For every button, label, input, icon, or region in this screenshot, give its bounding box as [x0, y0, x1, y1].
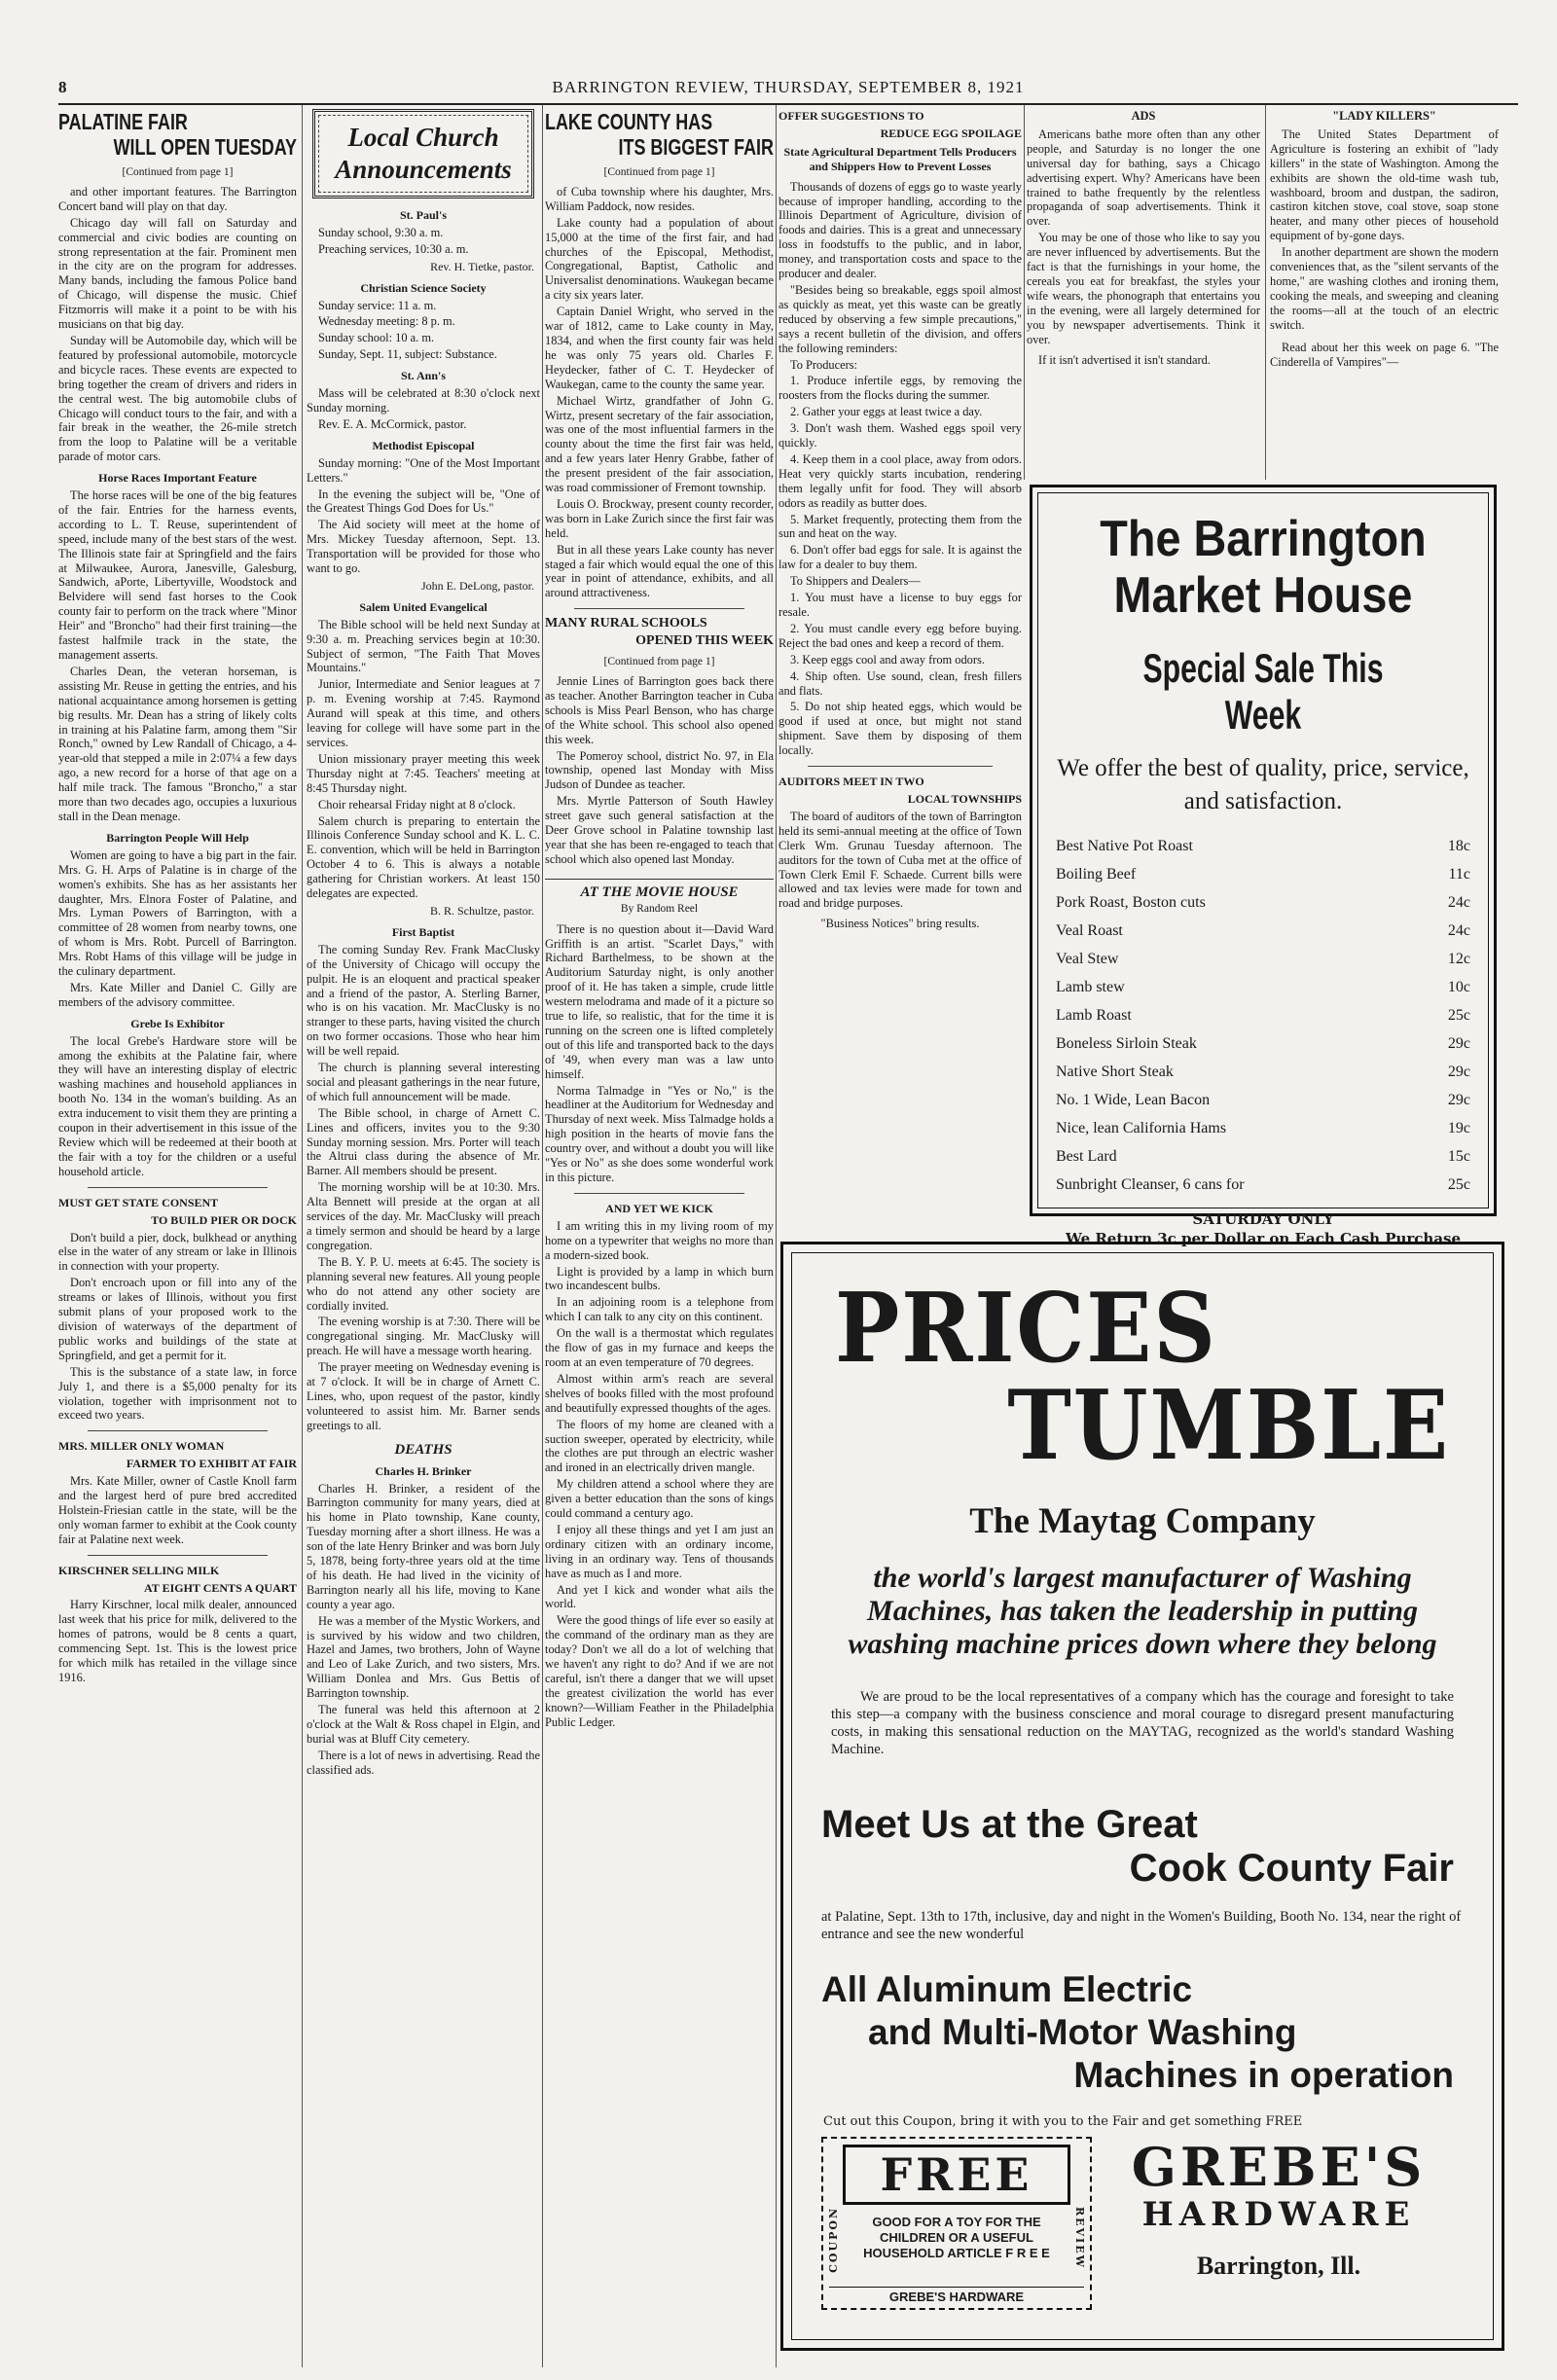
paragraph: Americans bathe more often than any other people, and Saturday is no longer the one universal day for bathing, says a Chicago advertising expert. Why? Americans have been trained to bathe frequently by the relentless propaganda of soap advertisements. Think it over. — [1027, 126, 1260, 229]
pastor-signature: John E. DeLong, pastor. — [421, 578, 534, 593]
item-price: 15c — [1447, 1148, 1470, 1165]
item-price: 18c — [1447, 838, 1470, 854]
price-row — [1054, 1029, 1472, 1058]
headline: REDUCE EGG SPOILAGE — [880, 126, 1022, 140]
kick-article — [545, 1219, 774, 1730]
lady-killers-column — [1270, 109, 1499, 371]
paragraph: The funeral was held this afternoon at 2 o'clock at the Walt & Ross chapel in Elgin, and burial was at Bluff City cemetery. — [307, 1703, 540, 1746]
item-price: 12c — [1447, 951, 1470, 967]
ad-subhead: Meet Us at the Great — [821, 1803, 1198, 1846]
paragraph: Thousands of dozens of eggs go to waste yearly because of improper handling, according to the Illinois Department of Agriculture, division of foods and dairies. This is a great and unnecessary loss in foodstuffs to the public, and in labor, money, and transportation costs and space to the producer and dealer. — [778, 179, 1022, 281]
paragraph: To Producers: — [790, 357, 857, 372]
paragraph: I enjoy all these things and yet I am just an ordinary citizen with an ordinary income, living in an ordinary way. Tens of thousands have as much as I and more. — [545, 1522, 774, 1580]
church-line: The prayer meeting on Wednesday evening is at 7 o'clock. It will be in charge of Arnett C. Lines, who, upon request of the pastor, kindly volunteered to assist him. Mr. Barner sends greetings to all. — [307, 1360, 540, 1432]
continued-note: [Continued from page 1] — [603, 166, 715, 178]
item-name: Boiling Beef — [1056, 866, 1137, 883]
paragraph: Charles Dean, the veteran horseman, is assisting Mr. Reuse in getting the entries, and his national acquaintance among horsemen is getting big results. Mr. Dean has a string of likely colts in training at his Palatine farm, among them "Sir Ronch," owned by Lew Randall of Chicago, a 4-year-old that stepped a mile in 2:07¼ a few days ago, a new record for a horse of that age on a half mile track. The famous "Broncho," a star more than two decades ago, occupies a luxurious stall in the Dean menage. — [58, 664, 297, 823]
item-name: Nice, lean California Hams — [1056, 1120, 1227, 1136]
price-row — [1054, 1001, 1472, 1029]
headline: KIRSCHNER SELLING MILK — [58, 1563, 220, 1577]
byline: By Random Reel — [620, 902, 699, 915]
column-rule — [1265, 105, 1266, 480]
store-name: GREBE'S — [1131, 2136, 1427, 2198]
paragraph: 5. Market frequently, protecting them from the sun and heat on the way. — [778, 512, 1022, 541]
paragraph: Norma Talmadge in "Yes or No," is the headliner at the Auditorium for Wednesday and Thursday of next week. Miss Talmadge holds a high position in the hearts of movie fans the country over, and without a doubt you will like "Yes or No" as she does some wonderful work in this picture. — [545, 1083, 774, 1184]
paragraph: In another department are shown the modern conveniences that, as the "silent servants of the home," are washing clothes and ironing them, cooking the meals, and sweeping and cleaning the rooms—all at the touch of an electric switch. — [1270, 245, 1499, 332]
paragraph: "Business Notices" bring results. — [820, 917, 980, 931]
item-name: Best Native Pot Roast — [1056, 838, 1193, 854]
paragraph: He was a member of the Mystic Workers, and is survived by his widow and two children, Hazel and James, two brothers, John of Wayne and Leo of Lake Zurich, and two sisters, Mrs. William Donlea and Mrs. Gus Bettis of Barrington township. — [307, 1613, 540, 1701]
paragraph: The horse races will be one of the big features of the fair. Entries for the harness events, according to L. T. Reuse, superintendent of speed, include many of the best stars of the west. The Illinois state fair at Springfield and the fairs at Milwaukee, Aurora, Janesville, Galesburg, Sandwich, aPorte, Libertyville, Woodstock and Belvidere will send fast horses to the Cook county fair to perform on the track where "Minor Heir" and "Broncho" had their first training—the fastest halfmile track in the state, the management asserts. — [58, 488, 297, 662]
paragraph: 6. Don't offer bad eggs for sale. It is against the law for a dealer to buy them. — [778, 543, 1022, 572]
item-name: Lamb stew — [1056, 979, 1125, 995]
item-price: 29c — [1447, 1092, 1470, 1108]
church-line: Sunday school, 9:30 a. m. — [318, 225, 444, 239]
price-row — [1054, 1142, 1472, 1171]
paragraph: 2. You must candle every egg before buying. Reject the bad ones and keep a record of them. — [778, 621, 1022, 650]
paragraph: Mrs. Kate Miller, owner of Castle Knoll farm and the largest herd of pure bred accredited Holstein-Friesian cattle in the state, will be the only woman farmer to exhibit at the Cook county fair at Palatine next week. — [58, 1474, 297, 1546]
price-row — [1054, 1114, 1472, 1142]
coupon-side-label: REVIEW — [1073, 2207, 1086, 2269]
price-row — [1054, 888, 1472, 917]
paragraph: Mrs. Kate Miller and Daniel C. Gilly are members of the advisory committee. — [58, 980, 297, 1009]
lady-killers-heading: "LADY KILLERS" — [1332, 109, 1436, 123]
deck: State Agricultural Department Tells Producers and Shippers How to Prevent Losses — [783, 144, 1017, 173]
store-location: Barrington, Ill. — [1196, 2252, 1361, 2280]
paragraph: Were the good things of life ever so easily at the command of the ordinary man as they are today? Don't we all do a lot of welching that we haven't any right to do? And if we are not careful, isn't there a danger that we will upset the greatest civilization the world has ever known?—William Feather in the Philadelphia Public Ledger. — [545, 1613, 774, 1729]
paragraph: Jennie Lines of Barrington goes back there as teacher. Another Barrington teacher in Cuba schools is Miss Pearl Benson, who has charge of the White school. This school also opened this week. — [545, 674, 774, 746]
paragraph: You may be one of those who like to say you are never influenced by advertisements. But the fact is that the furnishings in your home, the cereals you eat for breakfast, the styles your wife wears, the phonograph that entertains you in the evening, were all largely determined for you by newspaper advertisements. Think it over. — [1027, 231, 1260, 346]
church-name: St. Ann's — [400, 369, 447, 383]
continued-note: [Continued from page 1] — [603, 656, 715, 668]
item-price: 29c — [1447, 1064, 1470, 1080]
coupon-footer: GREBE'S HARDWARE — [829, 2287, 1084, 2304]
church-line: Union missionary prayer meeting this week Thursday night at 7:45. Teachers' meeting at 8:45 Thursday night. — [307, 751, 540, 795]
paragraph: The local Grebe's Hardware store will be among the exhibits at the Palatine fair, where they will have an interesting display of electric washing machines and household appliances in booth No. 134 in the woman's building. As an extra inducement to visit them they are printing a coupon in their advertisement in this issue of the Review which will be redeemed at their booth at the fair with a toy for the children or a useful household article. — [58, 1033, 297, 1178]
paragraph: 1. Produce infertile eggs, by removing the roosters from the flocks during the summer. — [778, 374, 1022, 403]
paragraph: Mrs. Myrtle Patterson of South Hawley street gave such general satisfaction at the Deer Grove school in Palatine township last year that she has been re-engaged to teach that school which also opened last Monday. — [545, 794, 774, 866]
coupon-side-label: COUPON — [827, 2207, 840, 2273]
church-line: The morning worship will be at 10:30. Mrs. Alta Bennett will preside at the organ at all services of the day. Mr. MacClusky will preach a timely sermon and should be heard by a large congregation. — [307, 1180, 540, 1252]
church-line: The evening worship is at 7:30. There will be congregational singing. Mr. MacClusky will preach. He will have a message worth hearing. — [307, 1315, 540, 1358]
subheading: Barrington People Will Help — [106, 830, 249, 845]
paragraph: 2. Gather your eggs at least twice a day. — [790, 405, 983, 419]
headline: AUDITORS MEET IN TWO — [778, 775, 924, 789]
headline: ITS BIGGEST FAIR — [618, 134, 774, 160]
divider — [88, 1187, 268, 1188]
divider — [808, 766, 993, 767]
paragraph: This is the substance of a state law, in force July 1, and there is a $5,000 penalty for its violation, together with imprisonment not to exceed two years. — [58, 1364, 297, 1423]
church-line: The Bible school will be held next Sunday at 9:30 a. m. Preaching services begin at 10:30. Subject of sermon, "The Faith That Moves Mountains." — [307, 617, 540, 675]
item-name: Sunbright Cleanser, 6 cans for — [1056, 1176, 1245, 1193]
church-name: St. Paul's — [399, 208, 447, 222]
church-line: Rev. E. A. McCormick, pastor. — [318, 416, 467, 431]
column-1 — [58, 109, 297, 2366]
column-rule — [1024, 105, 1025, 480]
paragraph: Captain Daniel Wright, who served in the war of 1812, came to Lake county in May, 1834, and when the first county fair was held he was only 75 years old. Charles F. Heydecker, father of C. T. Heydecker of Waukegan, came to the county the same year. — [545, 305, 774, 391]
paragraph: If it isn't advertised it isn't standard. — [1038, 352, 1211, 367]
paragraph: And yet I kick and wonder what ails the world. — [545, 1582, 774, 1611]
church-line: Salem church is preparing to entertain the Illinois Conference Sunday school and K. L. C. E. convention, which will be held in Barrington October 4 to 6. This is always a notable gathering for Christian workers. At least 150 delegates are expected. — [307, 813, 540, 901]
tagline: the world's largest manufacturer of Washing Machines, has taken the leadership in putting washing machine prices down where they belong — [848, 1562, 1437, 1660]
church-line: The church is planning several interesting social and pleasant gatherings in the near future, of which full announcement will be made. — [307, 1061, 540, 1103]
church-name: Christian Science Society — [360, 280, 487, 295]
masthead-title: BARRINGTON REVIEW, THURSDAY, SEPTEMBER 8, 1921 — [552, 78, 1025, 96]
pastor-signature: Rev. H. Tietke, pastor. — [430, 259, 534, 273]
divider — [88, 1555, 268, 1556]
ad-headline: PRICES — [835, 1273, 1217, 1385]
item-price: 24c — [1447, 894, 1470, 911]
item-name: Veal Stew — [1056, 951, 1119, 967]
paragraph: There is a lot of news in advertising. Read the classified ads. — [307, 1748, 540, 1777]
subheading: Horse Races Important Feature — [98, 471, 257, 486]
deaths-heading: DEATHS — [394, 1441, 453, 1458]
pastor-signature: B. R. Schultze, pastor. — [430, 903, 534, 918]
ad-title: The Barrington — [1100, 511, 1427, 567]
paragraph: In an adjoining room is a telephone from which I can talk to any city on this continent. — [545, 1295, 774, 1324]
paragraph: 3. Don't wash them. Washed eggs spoil very quickly. — [778, 421, 1022, 451]
headline: MRS. MILLER ONLY WOMAN — [58, 1439, 225, 1454]
item-price: 29c — [1447, 1035, 1470, 1052]
item-price: 10c — [1447, 979, 1470, 995]
price-row — [1054, 1086, 1472, 1114]
box-title: Local Church — [347, 123, 499, 152]
masthead — [58, 76, 1518, 105]
church-line: Junior, Intermediate and Senior leagues at 7 p. m. Evening worship at 7:45. Raymond Aurand will speak at this time, and others leaving for college will have some part in the services. — [307, 677, 540, 749]
item-name: Lamb Roast — [1056, 1007, 1132, 1024]
paragraph: Lake county had a population of about 15,000 at the time of the first fair, and had churches of the Episcopal, Methodist, Congregational, Baptist, Catholic and Universalist denominations. Waukegan became a city six years later. — [545, 215, 774, 303]
saturday-only: SATURDAY ONLY — [1192, 1210, 1334, 1228]
headline: PALATINE FAIR — [58, 109, 188, 134]
price-row — [1054, 832, 1472, 860]
paragraph: 4. Keep them in a cool place, away from odors. Heat very quickly starts incubation, rendering them legally unfit for food. They will absorb odors as readily as butter does. — [778, 451, 1022, 510]
paragraph: The United States Department of Agriculture is fostering an exhibit of "lady killers" in the state of Washington. Among the exhibits are shown the old-time wash tub, washboard, broom and dustpan, the sadiron, castiron kitchen stove, coal stove, soap stone heater, and many other pieces of household equipment of by-gone days. — [1270, 126, 1499, 243]
item-price: 11c — [1448, 866, 1470, 883]
store-name: HARDWARE — [1141, 2195, 1416, 2234]
maytag-ad — [780, 1242, 1504, 2351]
paragraph: The floors of my home are cleaned with a suction sweeper, operated by electricity, while the clothes are put through an electric washer and ironed in an electrically driven mangle. — [545, 1417, 774, 1475]
paragraph: and other important features. The Barrington Concert band will play on that day. — [58, 184, 297, 213]
paragraph: Charles H. Brinker, a resident of the Barrington community for many years, died at his home in Plato township, Kane county, Tuesday morning after a short illness. He was a son of the late Henry Brinker and was born July 5, 1878, being forty-three years old at the time of his death. He had lived in the vicinity of Barrington nearly all his life, moving to Kane county a year ago. — [307, 1481, 540, 1611]
paragraph: of Cuba township where his daughter, Mrs. William Paddock, now resides. — [545, 184, 774, 213]
movie-heading: AT THE MOVIE HOUSE — [545, 879, 774, 900]
item-name: Native Short Steak — [1056, 1064, 1174, 1080]
continued-note: [Continued from page 1] — [122, 166, 234, 178]
market-house-ad — [1030, 485, 1497, 1247]
ads-heading: ADS — [1131, 109, 1156, 123]
coupon-text: GOOD FOR A TOY FOR THE CHILDREN OR A USEFUL HOUSEHOLD ARTICLE F R E E — [863, 2215, 1050, 2260]
column-rule — [302, 105, 303, 2367]
paragraph: My children attend a school where they are given a better education than the sons of kings could command a century ago. — [545, 1477, 774, 1521]
church-name: Salem United Evangelical — [359, 599, 488, 614]
paragraph: Michael Wirtz, grandfather of John G. Wirtz, present secretary of the fair association, was one of the most influential farmers in the county about the time the first fair was held, and a few years later Henry Grabbe, father of the present president of the fair association, was road commissioner of Fremont township. — [545, 393, 774, 495]
return-note: We Return 3c per Dollar on Each Cash Purchase — [1065, 1230, 1462, 1247]
church-line: Preaching services, 10:30 a. m. — [318, 241, 469, 256]
price-row — [1054, 917, 1472, 945]
church-line: The B. Y. P. U. meets at 6:45. The society is planning several new features. All young people who do not attend any other society are cordially invited. — [307, 1254, 540, 1313]
price-row — [1054, 973, 1472, 1001]
church-line: Mass will be celebrated at 8:30 o'clock next Sunday morning. — [307, 386, 540, 415]
fair-article — [58, 185, 297, 464]
headline: FARMER TO EXHIBIT AT FAIR — [126, 1457, 297, 1471]
ad-subhead: Machines in operation — [1073, 2055, 1454, 2095]
company-name: The Maytag Company — [969, 1501, 1316, 1541]
ad-title: Market House — [1113, 567, 1413, 624]
paragraph: 3. Keep eggs cool and away from odors. — [790, 652, 985, 667]
item-name: Pork Roast, Boston cuts — [1056, 894, 1206, 911]
item-price: 25c — [1447, 1176, 1470, 1193]
column-3 — [545, 109, 774, 2366]
column-rule — [542, 105, 543, 2367]
divider — [574, 608, 744, 609]
column-rule — [776, 105, 777, 2367]
paragraph: Harry Kirschner, local milk dealer, announced last week that his price for milk, delivered to the homes of patrons, would be 8 cents a quart, commencing Sept. 1st. This is the lowest price for which milk has retailed in the village since 1916. — [58, 1598, 297, 1684]
paragraph: Chicago day will fall on Saturday and commercial and civic bodies are counting on strong representation at the fair. Prominent men in the city are on the program for addresses. Many bands, including the famous Police band of Chicago, will dispense the music. Chief Fitzmorris will make it a point to be with his musicians on that big day. — [58, 215, 297, 332]
subheading: AND YET WE KICK — [605, 1201, 713, 1215]
paragraph: "Besides being so breakable, eggs spoil almost as quickly as meat, yet this waste can be greatly reduced by observing a few simple precautions," says a recent bulletin of the division, and offers the following reminders: — [778, 282, 1022, 355]
price-list — [1054, 832, 1472, 1199]
coupon-instruction: Cut out this Coupon, bring it with you to the Fair and get something FREE — [823, 2114, 1303, 2129]
coupon-free: FREE — [843, 2145, 1070, 2205]
headline: MANY RURAL SCHOOLS — [545, 616, 707, 631]
headline: OFFER SUGGESTIONS TO — [778, 109, 924, 123]
headline: LAKE COUNTY HAS — [545, 109, 713, 134]
offer-text: We offer the best of quality, price, service, and satisfaction. — [1057, 755, 1469, 814]
headline: OPENED THIS WEEK — [635, 633, 774, 649]
item-price: 25c — [1447, 1007, 1470, 1024]
church-line: Sunday service: 11 a. m. — [318, 298, 437, 312]
paragraph: 1. You must have a license to buy eggs for resale. — [778, 591, 1022, 619]
paragraph: There is no question about it—David Ward Griffith is an artist. "Scarlet Days," with Richard Barthelmess, to be shown at the Auditorium Saturday night, is only another proof of it. He has taken a simple, crude little western melodrama and made of it a picture so true to life, so realistic, that for the time it is running on the screen one is lifted completely out of this life and transported back to the days of '49, when every man was a law unto himself. — [545, 921, 774, 1081]
page-number: 8 — [58, 78, 68, 96]
price-row — [1054, 1171, 1472, 1199]
ad-headline: TUMBLE — [1007, 1370, 1450, 1482]
paragraph: The board of auditors of the town of Barrington held its semi-annual meeting at the office of Town Clerk Wm. Grunau Tuesday afternoon. The auditors for the town of Cuba met at the office of Town Clerk Emil F. Schaede. Current bills were allowed and tax levies were made for town and road and bridge purposes. — [778, 809, 1022, 911]
paragraph: On the wall is a thermostat which regulates the flow of gas in my furnace and keeps the room at an even temperature of 70 degrees. — [545, 1326, 774, 1369]
paragraph: 4. Ship often. Use sound, clean, fresh fillers and flats. — [778, 668, 1022, 698]
headline: LOCAL TOWNSHIPS — [907, 791, 1022, 806]
divider — [88, 1430, 268, 1431]
item-name: Best Lard — [1056, 1148, 1117, 1165]
special-sale: Special Sale This Week — [1142, 645, 1384, 738]
paragraph: Don't build a pier, dock, bulkhead or anything else in the water of any stream or lake in Illinois in connection with your property. — [58, 1230, 297, 1274]
divider — [574, 1193, 744, 1194]
paragraph: I am writing this in my living room of my home on a typewriter that weighs no more than a modern-sized book. — [545, 1218, 774, 1262]
church-line: Choir rehearsal Friday night at 8 o'clock. — [318, 797, 516, 811]
church-line: Sunday school: 10 a. m. — [318, 331, 435, 345]
subheading: Charles H. Brinker — [375, 1463, 472, 1478]
church-line: Sunday morning: "One of the Most Important Letters." — [307, 455, 540, 485]
church-name: Methodist Episcopal — [372, 438, 475, 452]
item-name: Boneless Sirloin Steak — [1056, 1035, 1197, 1052]
paragraph: To Shippers and Dealers— — [790, 574, 921, 589]
box-title: Announcements — [335, 155, 512, 184]
price-row — [1054, 1058, 1472, 1086]
item-name: No. 1 Wide, Lean Bacon — [1056, 1092, 1211, 1108]
paragraph: Read about her this week on page 6. "The Cinderella of Vampires"— — [1270, 340, 1499, 369]
headline: WILL OPEN TUESDAY — [113, 134, 297, 160]
paragraph: Don't encroach upon or fill into any of the streams or lakes of Illinois, without you first submit plans of your proposed work to the division of waterways of the department of public works and buildings of the state at Springfield, and get a permit for it. — [58, 1276, 297, 1362]
free-coupon[interactable] — [821, 2137, 1092, 2310]
paragraph: Sunday will be Automobile day, which will be featured by professional automobile, motorcycle and bicycle races. These events are expected to bring together the cream of drivers and riders in the central west. The big automobile clubs of Chicago will conduct tours to the fair, and with a fair break in the weather, the 26-mile stretch from the loop to Palatine will be a veritable parade of motor cars. — [58, 333, 297, 464]
paragraph: Women are going to have a big part in the fair. Mrs. G. H. Arps of Palatine is in charge of the women's exhibits. She has as her assistants her daughter, Mrs. Elnora Foster of Palatine, and Mrs. Lyman Powers of Barrington, with a committee of 28 women from nearby towns, one of whom is Mrs. Robt. Purcell of Barrington. Mrs. Robt Hams of this village will be judge in the culinary department. — [58, 847, 297, 979]
grebe-signature — [1104, 2136, 1454, 2281]
church-name: First Baptist — [391, 924, 455, 939]
item-price: 19c — [1447, 1120, 1470, 1136]
ad-subhead: and Multi-Motor Washing — [868, 2012, 1297, 2052]
church-line: The coming Sunday Rev. Frank MacClusky of the University of Chicago will occupy the pulpit. He is an eloquent and practical speaker and a friend of the pastor, A. Sterling Barner, who is on his vacation. Mr. MacClusky is no stranger to these parts, having visited the church on two former occasions. Those who hear him will be well repaid. — [307, 942, 540, 1059]
church-line: In the evening the subject will be, "One of the Greatest Things God Does for Us." — [307, 487, 540, 516]
item-price: 24c — [1447, 922, 1470, 939]
ad-subhead: All Aluminum Electric — [821, 1969, 1193, 2009]
price-row — [1054, 860, 1472, 888]
church-list — [307, 208, 540, 1433]
church-line: Sunday, Sept. 11, subject: Substance. — [318, 347, 497, 362]
headline: TO BUILD PIER OR DOCK — [151, 1212, 297, 1227]
headline: AT EIGHT CENTS A QUART — [144, 1580, 297, 1595]
church-line: The Aid society will meet at the home of Mrs. Mickey Tuesday afternoon, Sept. 13. Transportation will be provided for those who want to go. — [307, 518, 540, 576]
ad-body: at Palatine, Sept. 13th to 17th, inclusive, day and night in the Women's Building, Booth No. 134, near the right of entrance and see the new wonderful — [821, 1909, 1462, 1942]
church-announcements-box — [312, 109, 534, 198]
item-name: Veal Roast — [1056, 922, 1123, 939]
paragraph: But in all these years Lake county has never staged a fair which would equal the one of this year in point of attendance, exhibits, and all around attractiveness. — [545, 542, 774, 600]
church-line: Wednesday meeting: 8 p. m. — [318, 314, 455, 329]
price-row — [1054, 945, 1472, 973]
paragraph: 5. Do not ship heated eggs, which would be good if used at once, but might not stand shipment. Save them by disposing of them locally. — [778, 700, 1022, 758]
paragraph: Almost within arm's reach are several shelves of books filled with the most profound and beautifully expressed thoughts of the ages. — [545, 1371, 774, 1415]
paragraph: The Pomeroy school, district No. 97, in Ela township, opened last Monday with Miss Judson of Dundee as teacher. — [545, 748, 774, 792]
church-line: The Bible school, in charge of Arnett C. Lines and officers, invites you to the 9:30 Sunday morning session. Mrs. Porter will teach the Altrui class during the absence of Mr. Barner. All members should be present. — [307, 1105, 540, 1178]
paragraph: Louis O. Brockway, present county recorder, was born in Lake Zurich since the first fair was held. — [545, 496, 774, 540]
ad-subhead: Cook County Fair — [1129, 1847, 1454, 1890]
ads-column — [1027, 109, 1260, 369]
egg-article — [778, 180, 1022, 758]
subheading: Grebe Is Exhibitor — [130, 1016, 225, 1030]
ad-body: We are proud to be the local representatives of a company which has the courage and foresight to take this step—a company with the business conscience and moral courage to disregard present manufacturing costs, in making this sensational reduction on the MAYTAG, recognized as the world's standard Washing Machine. — [831, 1689, 1454, 1757]
column-2 — [307, 109, 540, 2366]
paragraph: Light is provided by a lamp in which burn two incandescent bulbs. — [545, 1264, 774, 1293]
headline: MUST GET STATE CONSENT — [58, 1195, 219, 1209]
